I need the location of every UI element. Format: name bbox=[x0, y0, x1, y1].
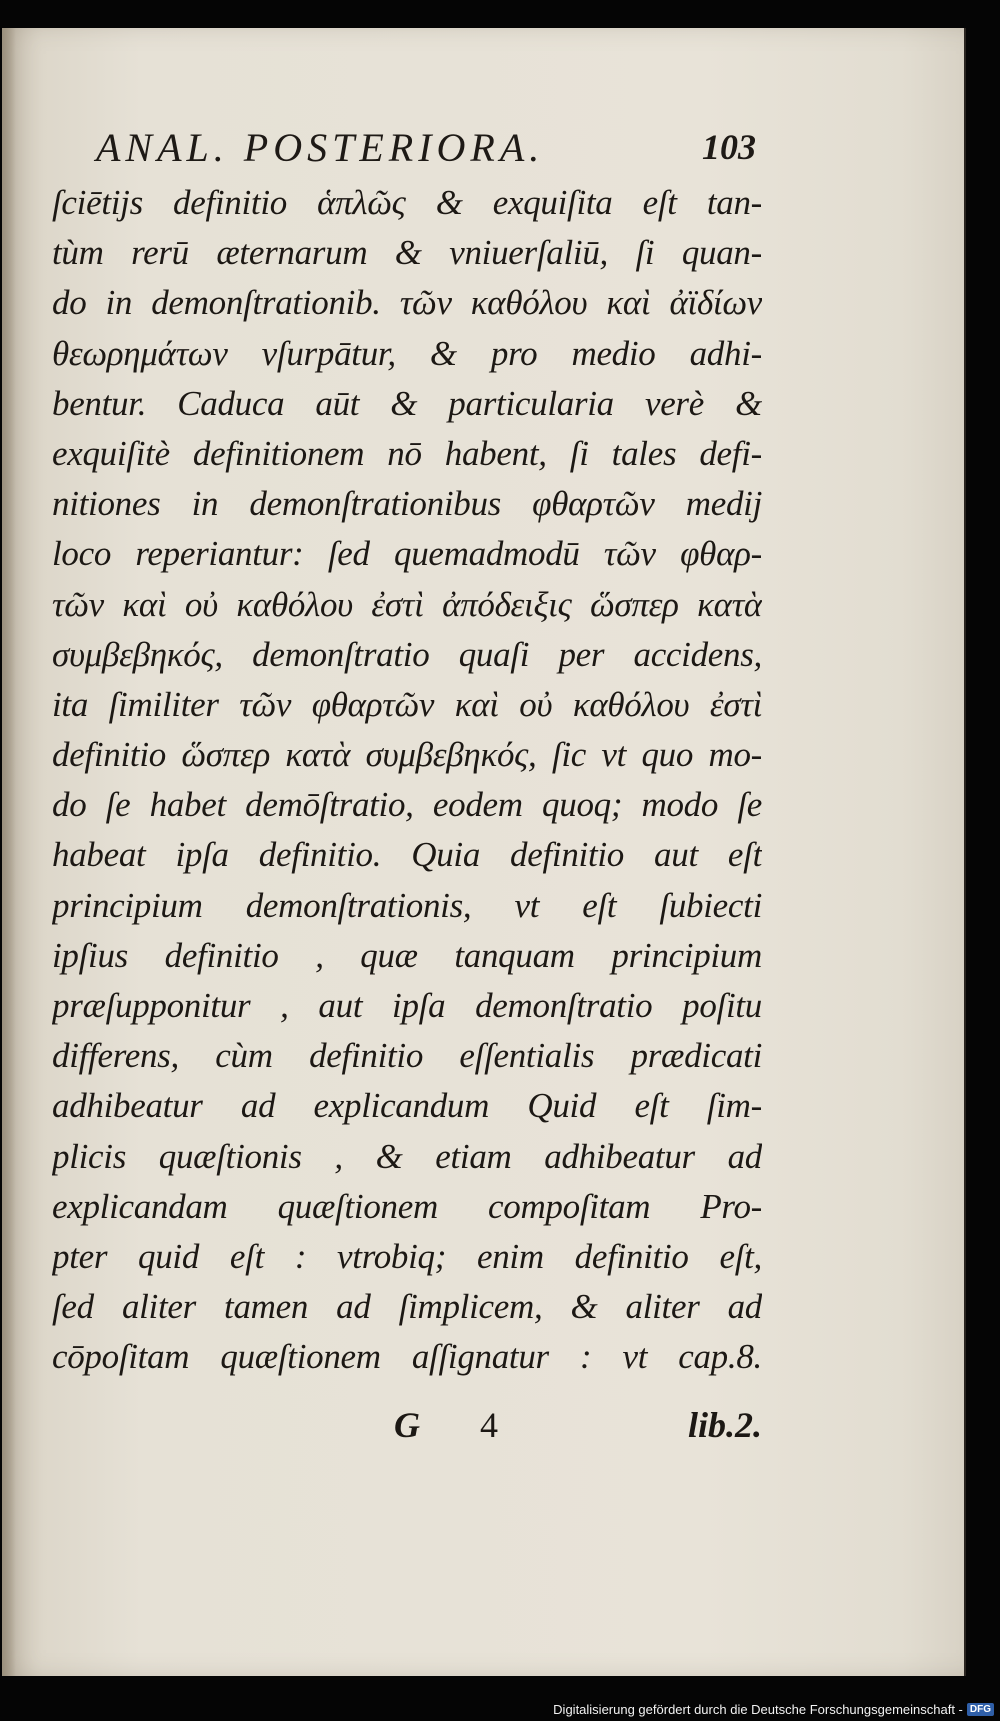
running-head bbox=[96, 124, 756, 172]
body-text bbox=[52, 178, 762, 1383]
text-line: ſed aliter tamen ad ſimplicem, & aliter ad bbox=[52, 1287, 762, 1327]
catchword: lib.2. bbox=[687, 1405, 762, 1445]
text-line: adhibeatur ad explicandum Quid eſt ſim- bbox=[52, 1086, 762, 1126]
text-line: συμβεβηκός, demonſtratio quaſi per accidens, bbox=[52, 634, 762, 674]
text-line: præſupponitur , aut ipſa demonſtratio poſitu bbox=[52, 986, 762, 1025]
text-line: loco reperiantur: ſed quemadmodū τῶν φθαρ- bbox=[52, 534, 762, 574]
text-line: habeat ipſa definitio. Quia definitio aut eſt bbox=[52, 835, 762, 875]
dfg-logo: DFG bbox=[967, 1703, 994, 1716]
text-line: tùm rerū æternarum & vniuerſaliū, ſi quan- bbox=[52, 233, 762, 273]
text-line: bentur. Caduca aūt & particularia verè & bbox=[52, 383, 762, 423]
text-line: plicis quæſtionis , & etiam adhibeatur ad bbox=[52, 1136, 762, 1176]
credit-text: Digitalisierung gefördert durch die Deutsche Forschungsgemeinschaft - bbox=[553, 1702, 963, 1717]
text-line: do in demonſtrationib. τῶν καθόλου καὶ ἀϊδίων bbox=[52, 283, 762, 323]
text-line: do ſe habet demōſtratio, eodem quoq; modo ſe bbox=[52, 785, 762, 825]
text-line: cōpoſitam quæſtionem aſſignatur : vt cap.8. bbox=[52, 1337, 762, 1377]
text-line: definitio ὥσπερ κατὰ συμβεβηκός, ſic vt quo mo- bbox=[52, 735, 762, 775]
page-gutter-shadow bbox=[2, 28, 16, 1676]
text-line: ita ſimiliter τῶν φθαρτῶν καὶ οὐ καθόλου ἐστὶ bbox=[52, 684, 762, 724]
text-line: pter quid eſt : vtrobiq; enim definitio eſt, bbox=[52, 1236, 762, 1276]
text-line: explicandam quæſtionem compoſitam Pro- bbox=[52, 1186, 762, 1226]
text-line: ſciētijs definitio ἁπλῶς & exquiſita eſt tan- bbox=[52, 183, 762, 222]
digitization-credit bbox=[553, 1702, 994, 1717]
text-line: differens, cùm definitio eſſentialis prædicati bbox=[52, 1036, 762, 1076]
text-line: nitiones in demonſtrationibus φθαρτῶν medij bbox=[52, 484, 762, 524]
signature-number: 4 bbox=[480, 1405, 498, 1445]
page-footer bbox=[52, 1404, 762, 1456]
text-line: ipſius definitio , quæ tanquam principium bbox=[52, 935, 762, 975]
running-head-title: ANAL. POSTERIORA. bbox=[96, 125, 545, 170]
page-number: 103 bbox=[702, 127, 756, 167]
signature-mark: G bbox=[394, 1405, 420, 1445]
text-line: τῶν καὶ οὐ καθόλου ἐστὶ ἀπόδειξις ὥσπερ κατὰ bbox=[52, 584, 762, 624]
text-line: θεωρημάτων vſurpātur, & pro medio adhi- bbox=[52, 333, 762, 373]
text-line: principium demonſtrationis, vt eſt ſubiecti bbox=[52, 885, 762, 925]
text-line: exquiſitè definitionem nō habent, ſi tales defi- bbox=[52, 433, 762, 473]
